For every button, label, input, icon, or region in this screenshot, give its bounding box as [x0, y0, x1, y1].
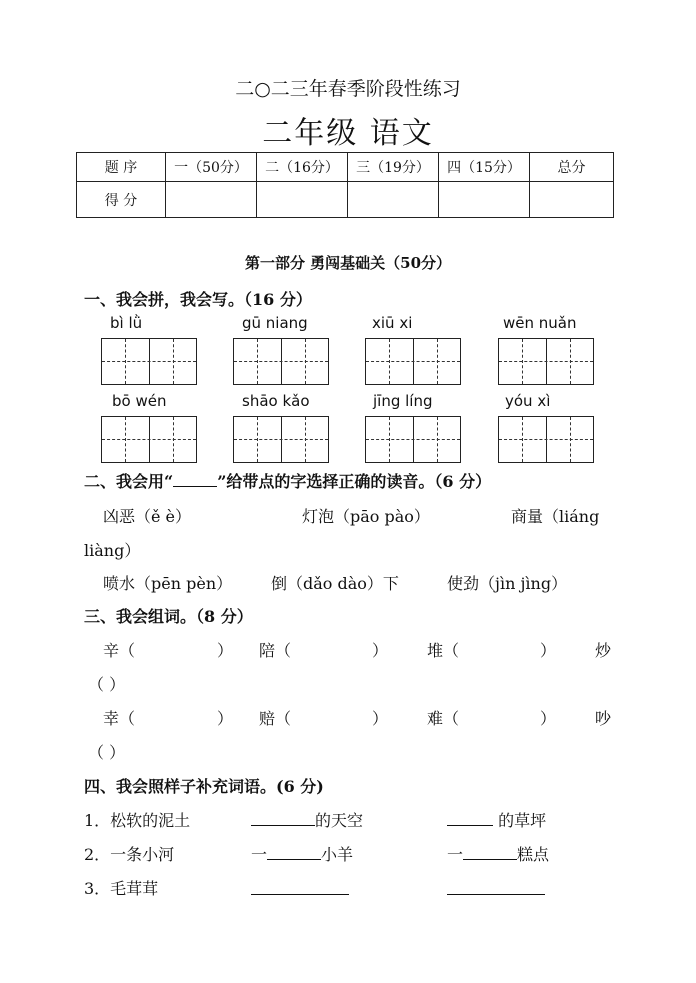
- word-char: 赔（: [259, 709, 292, 728]
- word-char: 炒: [595, 641, 612, 660]
- writing-grid[interactable]: [498, 338, 594, 385]
- reading-item: 灯泡（pāo pào）: [302, 507, 430, 526]
- score-table: [76, 152, 614, 218]
- phrase-text: 糕点: [517, 845, 550, 864]
- word-paren: ）: [372, 641, 389, 660]
- phrase-text: 小羊: [321, 845, 354, 864]
- writing-grid[interactable]: [233, 338, 329, 385]
- score-cell[interactable]: [257, 182, 348, 218]
- word-paren-wrap: （ ）: [88, 743, 126, 762]
- q2-title: [84, 469, 491, 492]
- score-row-label: 得 分: [77, 182, 166, 218]
- writing-grid[interactable]: [233, 416, 329, 463]
- word-paren: ）: [372, 709, 389, 728]
- reading-item: 商量（liáng: [511, 507, 600, 526]
- pinyin-label: jīng líng: [373, 392, 433, 410]
- word-char: 陪（: [259, 641, 292, 660]
- phrase-example: 2．一条小河: [84, 845, 175, 864]
- pinyin-label: bō wén: [112, 392, 167, 410]
- reading-item: 使劲（jìn jìng）: [447, 574, 568, 593]
- writing-grid[interactable]: [101, 416, 197, 463]
- score-header-cell: 总分: [530, 153, 614, 182]
- score-header-cell: 四（15分）: [439, 153, 530, 182]
- score-cell[interactable]: [439, 182, 530, 218]
- exam-subtitle: 二○二三年春季阶段性练习: [235, 78, 461, 100]
- pinyin-label: yóu xì: [505, 392, 551, 410]
- phrase-fill: [251, 842, 353, 865]
- phrase-fill: [447, 842, 549, 865]
- fill-blank[interactable]: [251, 825, 315, 826]
- score-header-cell: 一（50分）: [166, 153, 257, 182]
- phrase-fill: [251, 808, 363, 831]
- fill-blank[interactable]: [447, 894, 545, 895]
- q4-title: 四、我会照样子补充词语。(6 分): [84, 777, 324, 796]
- reading-item: 倒（dǎo dào）下: [271, 574, 399, 593]
- phrase-text: 一: [251, 845, 268, 864]
- fill-blank[interactable]: [463, 859, 517, 860]
- word-paren: ）: [217, 641, 234, 660]
- phrase-fill: [447, 808, 546, 831]
- word-char: 难（: [427, 709, 460, 728]
- phrase-text: 的天空: [315, 811, 364, 830]
- reading-item: 喷水（pēn pèn）: [103, 574, 233, 593]
- q2-title-a: 二、我会用“: [84, 472, 174, 491]
- word-paren: ）: [540, 641, 557, 660]
- writing-grid[interactable]: [101, 338, 197, 385]
- reading-item: 凶恶（ě è）: [103, 507, 192, 526]
- pinyin-label: xiū xi: [372, 314, 413, 332]
- phrase-example: 3．毛茸茸: [84, 879, 159, 898]
- writing-grid[interactable]: [365, 338, 461, 385]
- fill-blank[interactable]: [447, 825, 493, 826]
- score-header-cell: 题 序: [77, 153, 166, 182]
- writing-grid[interactable]: [498, 416, 594, 463]
- word-char: 吵: [595, 709, 612, 728]
- pinyin-label: wēn nuǎn: [503, 314, 577, 332]
- q3-title: 三、我会组词。（8 分）: [84, 607, 253, 626]
- word-paren: ）: [217, 709, 234, 728]
- score-cell[interactable]: [348, 182, 439, 218]
- word-char: 幸（: [103, 709, 136, 728]
- pinyin-label: gū niang: [242, 314, 308, 332]
- fill-blank[interactable]: [267, 859, 321, 860]
- q2-title-b: ”给带点的字选择正确的读音。（6 分）: [217, 472, 492, 491]
- word-paren: ）: [540, 709, 557, 728]
- phrase-text: 一: [447, 845, 464, 864]
- word-char: 辛（: [103, 641, 136, 660]
- part1-title: 第一部分 勇闯基础关（50分）: [244, 254, 452, 272]
- word-paren-wrap: （ ）: [88, 675, 126, 694]
- writing-grid[interactable]: [365, 416, 461, 463]
- fill-blank[interactable]: [251, 894, 349, 895]
- phrase-text: 的草坪: [498, 811, 547, 830]
- underline-sample: [173, 486, 217, 487]
- pinyin-label: bì lǜ: [110, 314, 143, 332]
- word-char: 堆（: [427, 641, 460, 660]
- score-cell[interactable]: [166, 182, 257, 218]
- score-header-cell: 二（16分）: [257, 153, 348, 182]
- exam-title: 二年级 语文: [262, 116, 434, 151]
- score-cell[interactable]: [530, 182, 614, 218]
- reading-item-wrap: liàng）: [84, 541, 141, 560]
- phrase-example: 1．松软的泥土: [84, 811, 191, 830]
- score-header-cell: 三（19分）: [348, 153, 439, 182]
- pinyin-label: shāo kǎo: [242, 392, 310, 410]
- q1-title: 一、我会拼，我会写。（16 分）: [84, 290, 312, 309]
